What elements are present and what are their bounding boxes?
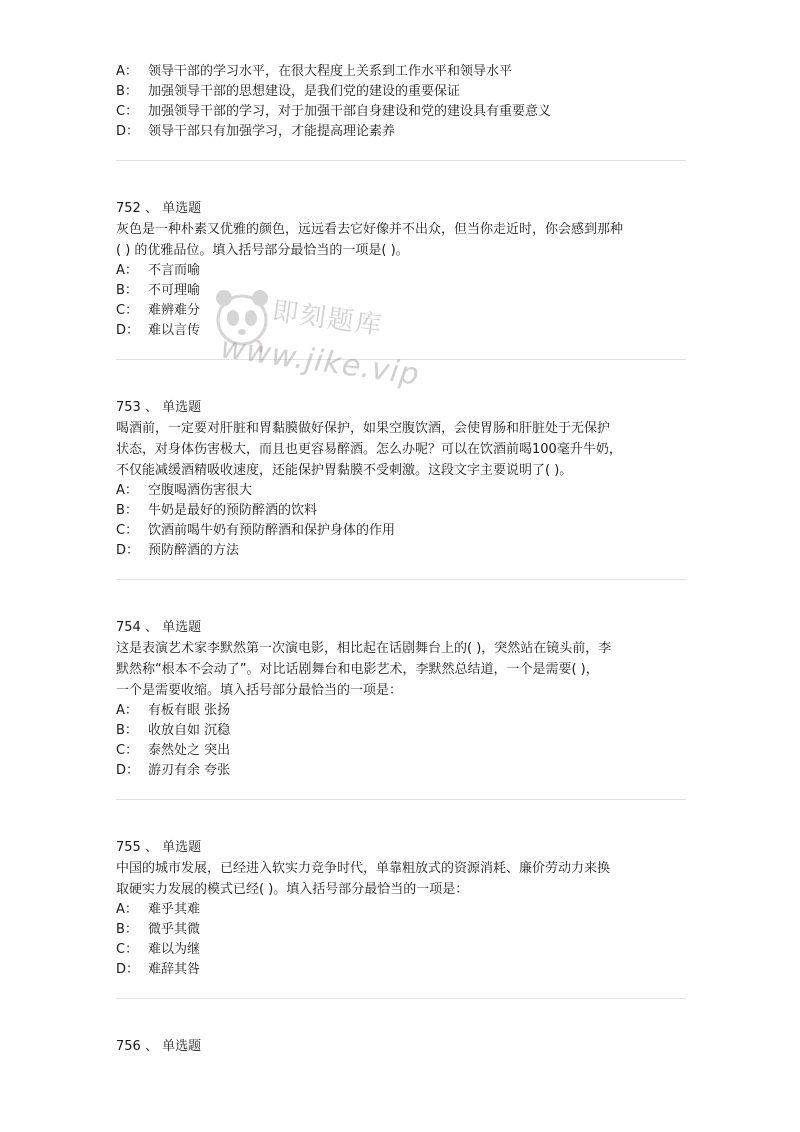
question-756 bbox=[116, 1037, 686, 1057]
question-stem-line: 状态，对身体伤害极大，而且也更容易醉酒。怎么办呢？可以在饮酒前喝100毫升牛奶， bbox=[116, 442, 622, 457]
option-c bbox=[116, 741, 686, 761]
document-page bbox=[116, 62, 686, 1057]
question-header: 753 、 单选题 bbox=[116, 400, 202, 415]
option-a bbox=[116, 900, 686, 920]
option-letter: A： bbox=[116, 902, 138, 917]
question-header: 754 、 单选题 bbox=[116, 620, 202, 635]
question-header: 756 、 单选题 bbox=[116, 1039, 202, 1054]
question-stem-line: 取硬实力发展的模式已经( )。填入括号部分最恰当的一项是： bbox=[116, 882, 469, 897]
option-letter: B： bbox=[116, 922, 138, 937]
question-752 bbox=[116, 199, 686, 341]
question-stem-line: 喝酒前，一定要对肝脏和胃黏膜做好保护，如果空腹饮酒，会使胃肠和肝脏处于无保护 bbox=[116, 421, 611, 436]
option-d bbox=[116, 761, 686, 781]
option-text: 不言而喻 bbox=[148, 263, 201, 278]
option-letter: D： bbox=[116, 763, 140, 778]
option-c bbox=[116, 301, 686, 321]
option-text: 不可理喻 bbox=[148, 283, 201, 298]
question-stem-line: 这是表演艺术家李默然第一次演电影，相比起在话剧舞台上的( )，突然站在镜头前，李 bbox=[116, 641, 612, 656]
option-text: 加强领导干部的思想建设，是我们党的建设的重要保证 bbox=[148, 84, 461, 99]
option-letter: B： bbox=[116, 503, 138, 518]
question-stem-line: 不仅能减缓酒精吸收速度，还能保护胃黏膜不受刺激。这段文字主要说明了( )。 bbox=[116, 463, 573, 478]
option-letter: A： bbox=[116, 263, 138, 278]
option-letter: B： bbox=[116, 84, 138, 99]
option-c bbox=[116, 940, 686, 960]
option-text: 有板有眼 张扬 bbox=[148, 703, 231, 718]
option-c bbox=[116, 521, 686, 541]
option-letter: B： bbox=[116, 283, 138, 298]
option-text: 领导干部只有加强学习，才能提高理论素养 bbox=[148, 124, 396, 139]
option-a bbox=[116, 481, 686, 501]
option-a bbox=[116, 261, 686, 281]
option-text: 难辨难分 bbox=[148, 303, 201, 318]
option-letter: C： bbox=[116, 104, 139, 119]
option-text: 牛奶是最好的预防醉酒的饮料 bbox=[148, 503, 318, 518]
option-a bbox=[116, 62, 686, 82]
option-letter: A： bbox=[116, 483, 138, 498]
question-753 bbox=[116, 398, 686, 561]
option-text: 领导干部的学习水平，在很大程度上关系到工作水平和领导水平 bbox=[148, 64, 513, 79]
watermark-brand: 即刻题库 bbox=[270, 296, 386, 342]
option-letter: A： bbox=[116, 64, 138, 79]
option-c bbox=[116, 102, 686, 122]
option-text: 难以为继 bbox=[148, 942, 201, 957]
question-755 bbox=[116, 838, 686, 980]
question-751-options bbox=[116, 62, 686, 142]
question-header: 755 、 单选题 bbox=[116, 840, 202, 855]
option-text: 加强领导干部的学习，对于加强干部自身建设和党的建设具有重要意义 bbox=[148, 104, 552, 119]
option-b bbox=[116, 82, 686, 102]
option-text: 难以言传 bbox=[148, 323, 201, 338]
question-stem-line: ( ) 的优雅品位。填入括号部分最恰当的一项是( )。 bbox=[116, 243, 409, 258]
question-stem-line: 灰色是一种朴素又优雅的颜色，远远看去它好像并不出众，但当你走近时，你会感到那种 bbox=[116, 222, 624, 237]
option-letter: C： bbox=[116, 942, 139, 957]
option-letter: B： bbox=[116, 723, 138, 738]
option-d bbox=[116, 541, 686, 561]
option-b bbox=[116, 920, 686, 940]
option-text: 难乎其难 bbox=[148, 902, 201, 917]
option-text: 预防醉酒的方法 bbox=[148, 543, 240, 558]
option-text: 泰然处之 突出 bbox=[148, 743, 231, 758]
option-letter: C： bbox=[116, 743, 139, 758]
option-letter: A： bbox=[116, 703, 138, 718]
option-b bbox=[116, 501, 686, 521]
option-letter: D： bbox=[116, 962, 140, 977]
question-header: 752 、 单选题 bbox=[116, 201, 202, 216]
option-letter: C： bbox=[116, 523, 139, 538]
watermark-url: www.jike.vip bbox=[218, 330, 422, 393]
option-d bbox=[116, 321, 686, 341]
question-stem-line: 一个是需要收缩。填入括号部分最恰当的一项是： bbox=[116, 683, 403, 698]
option-d bbox=[116, 122, 686, 142]
option-letter: D： bbox=[116, 124, 140, 139]
option-text: 难辞其咎 bbox=[148, 962, 201, 977]
option-d bbox=[116, 960, 686, 980]
option-letter: D： bbox=[116, 323, 140, 338]
question-stem-line: 中国的城市发展，已经进入软实力竞争时代，单靠粗放式的资源消耗、廉价劳动力来换 bbox=[116, 861, 611, 876]
option-text: 空腹喝酒伤害很大 bbox=[148, 483, 253, 498]
question-stem-line: 默然称“根本不会动了”。对比话剧舞台和电影艺术，李默然总结道，一个是需要( )， bbox=[116, 662, 599, 677]
option-letter: D： bbox=[116, 543, 140, 558]
option-b bbox=[116, 721, 686, 741]
option-a bbox=[116, 701, 686, 721]
option-text: 收放自如 沉稳 bbox=[148, 723, 231, 738]
option-text: 微乎其微 bbox=[148, 922, 201, 937]
option-letter: C： bbox=[116, 303, 139, 318]
option-text: 饮酒前喝牛奶有预防醉酒和保护身体的作用 bbox=[148, 523, 396, 538]
question-754 bbox=[116, 618, 686, 781]
option-text: 游刃有余 夸张 bbox=[148, 763, 231, 778]
option-b bbox=[116, 281, 686, 301]
